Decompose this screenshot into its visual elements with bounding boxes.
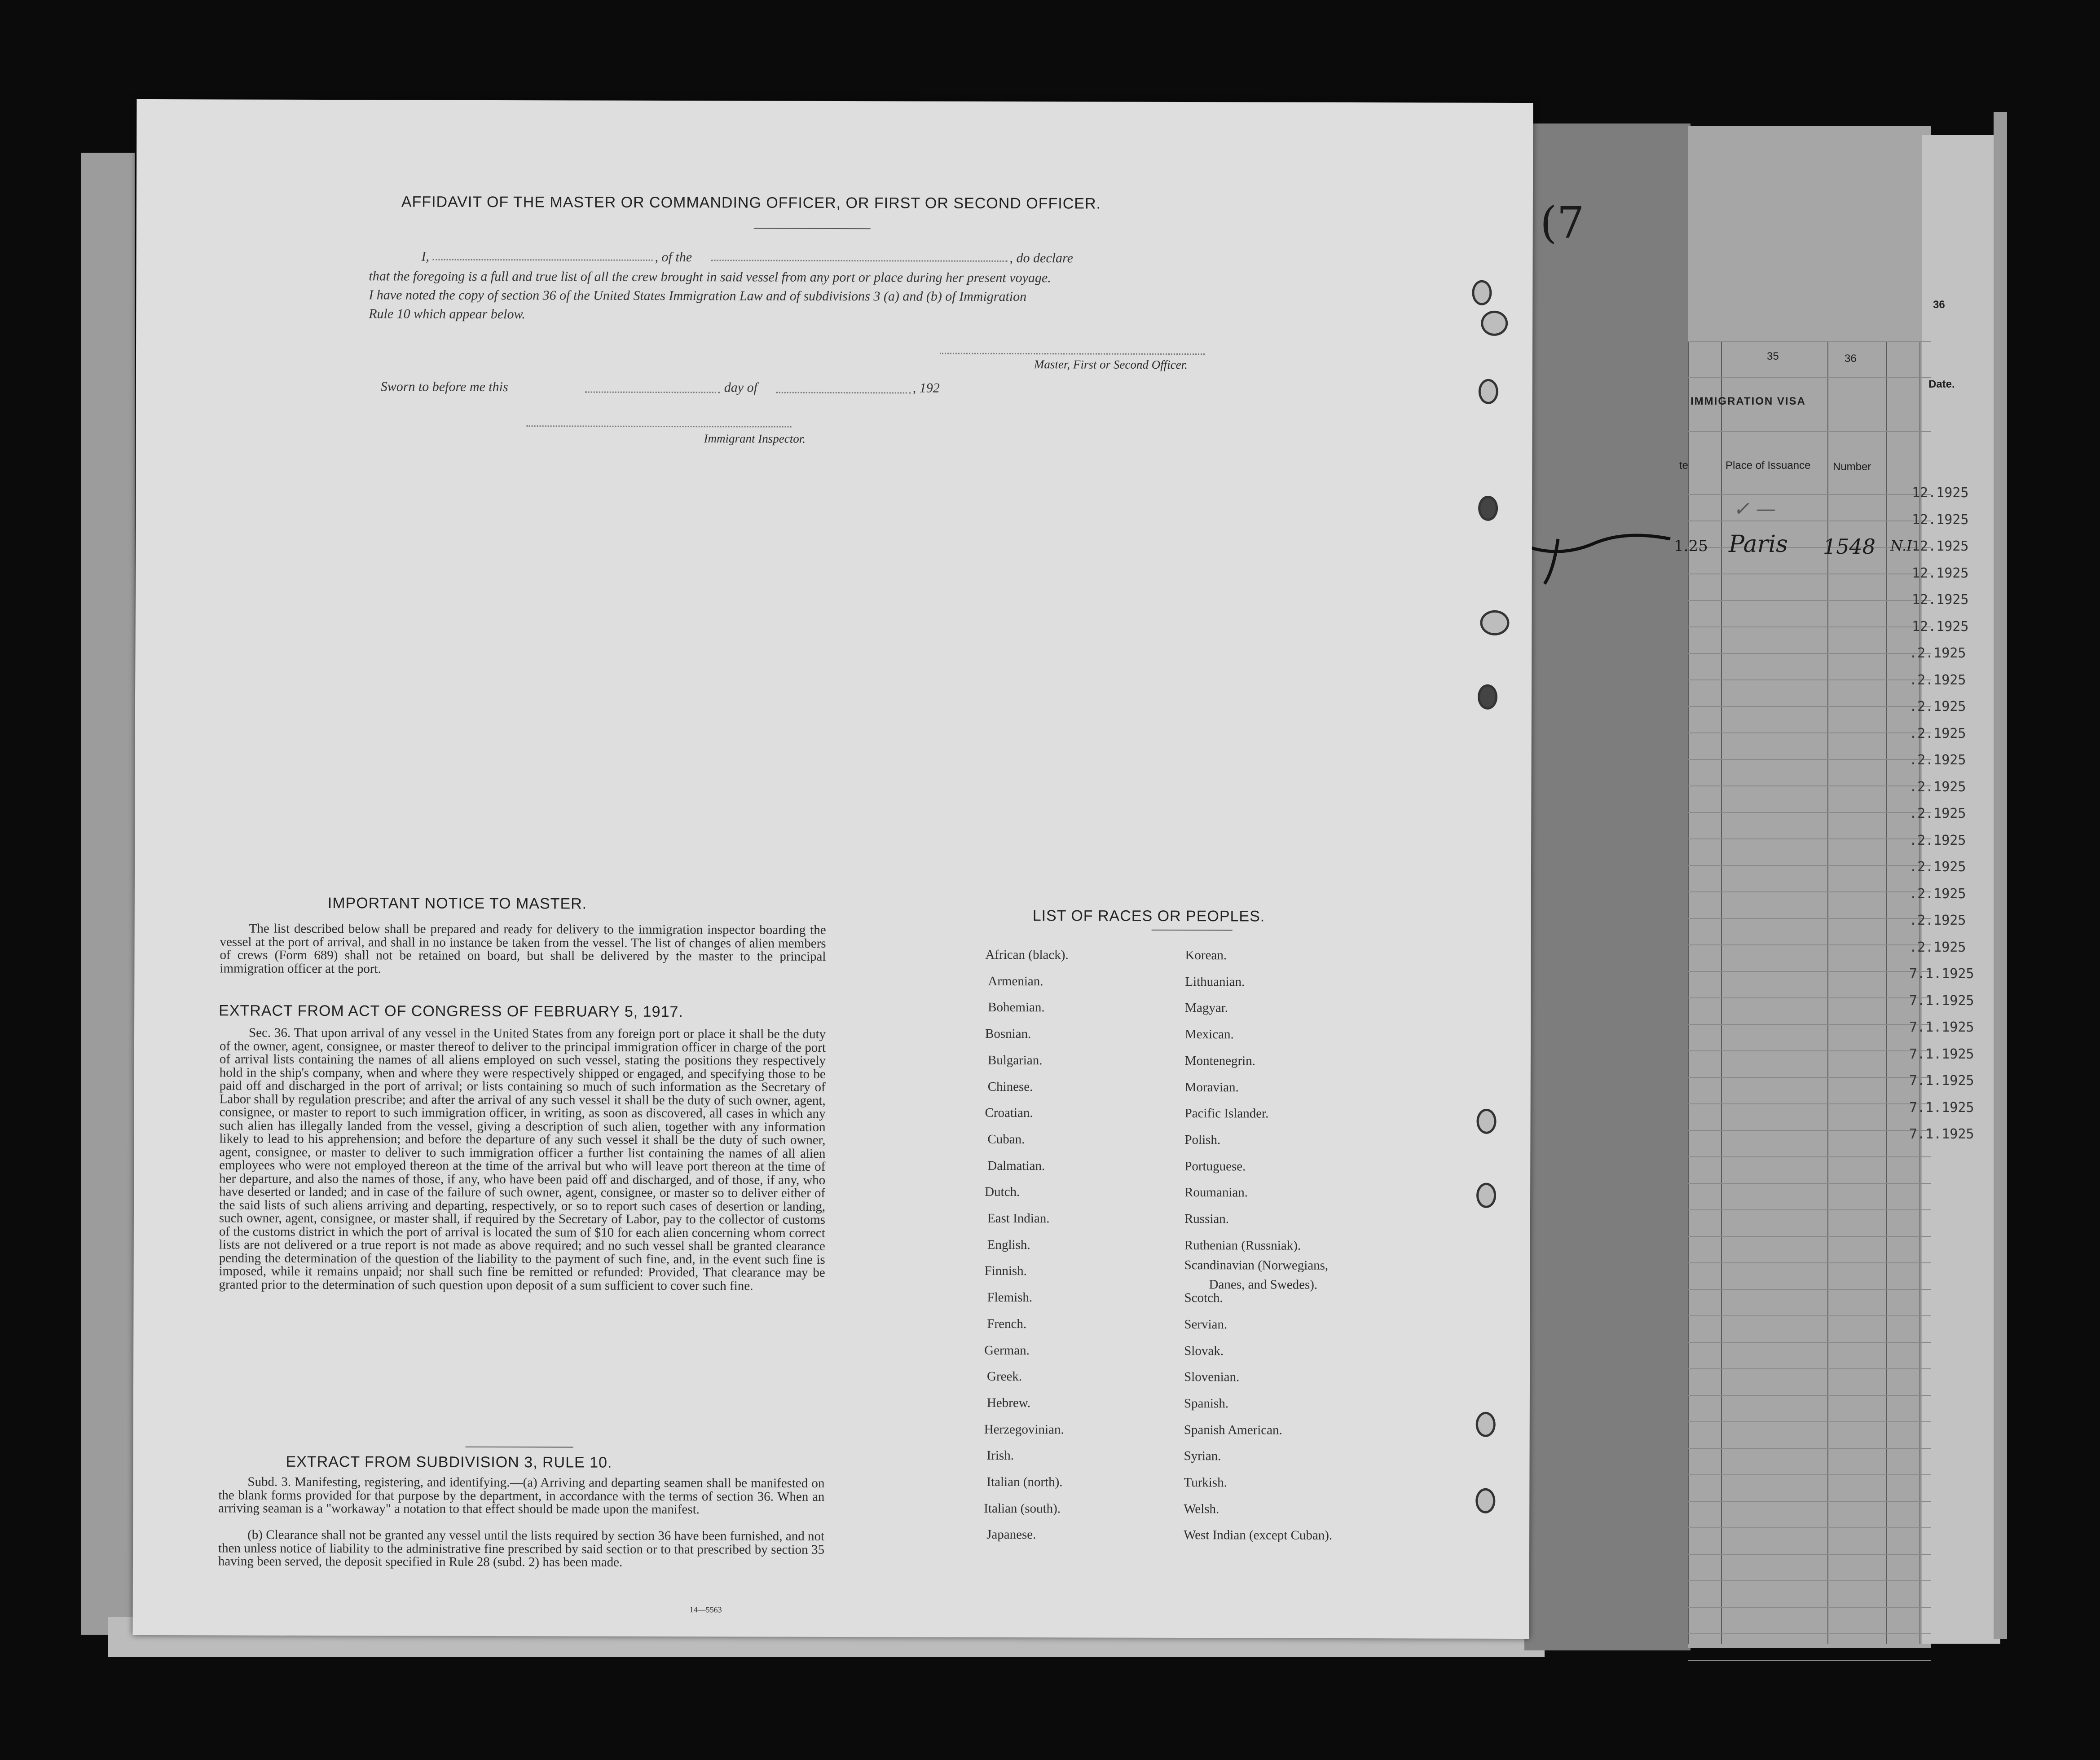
extract-rule-title: EXTRACT FROM SUBDIVISION 3, RULE 10. bbox=[286, 1453, 612, 1471]
grid-line bbox=[1688, 494, 1931, 495]
grid-line bbox=[1688, 1527, 1931, 1528]
grid-line bbox=[1688, 1368, 1931, 1369]
race-item: Japanese. bbox=[986, 1527, 1036, 1542]
grid-line bbox=[1688, 1315, 1931, 1316]
inspector-signature-label: Immigrant Inspector. bbox=[704, 432, 806, 446]
date-entry: 7.1.1925 bbox=[1909, 1046, 1974, 1062]
binder-hole bbox=[1478, 684, 1497, 710]
manifest-back-page bbox=[133, 99, 1533, 1639]
date-entry: .2.1925 bbox=[1909, 832, 1966, 848]
grid-line bbox=[1688, 573, 1931, 574]
race-item: German. bbox=[984, 1343, 1030, 1358]
grid-line bbox=[1688, 1289, 1931, 1290]
inspector-signature-line bbox=[527, 425, 792, 428]
date-entry: 12.1925 bbox=[1912, 592, 1969, 608]
date-entry: 7.1.1925 bbox=[1909, 1126, 1974, 1142]
visa-heading: IMMIGRATION VISA bbox=[1691, 395, 1806, 407]
race-item: Bulgarian. bbox=[987, 1053, 1043, 1068]
date-entry: 12.1925 bbox=[1912, 565, 1969, 581]
grid-line bbox=[1688, 1448, 1931, 1449]
race-item: Syrian. bbox=[1184, 1449, 1221, 1464]
visa-dash-mark: ✓ — bbox=[1733, 498, 1776, 521]
affidavit-line2: I have noted the copy of section 36 of the United States Immigration Law and of subdivisions 3 (a) and (b) of Immigration bbox=[369, 287, 1027, 304]
grid-line bbox=[1688, 1342, 1931, 1343]
grid-line bbox=[1688, 1209, 1931, 1210]
binder-hole bbox=[1480, 610, 1509, 635]
race-item: African (black). bbox=[985, 947, 1069, 962]
race-item: Danes, and Swedes). bbox=[1209, 1277, 1318, 1292]
visa-col-date: te bbox=[1679, 459, 1689, 472]
visa-col-place: Place of Issuance bbox=[1726, 459, 1811, 472]
date-entry: .2.1925 bbox=[1909, 859, 1966, 875]
pen-stroke bbox=[1527, 521, 1675, 593]
date-entry: .2.1925 bbox=[1909, 725, 1966, 741]
extract-rule-rule bbox=[466, 1447, 573, 1448]
date-entry: .2.1925 bbox=[1909, 913, 1966, 928]
race-item: Lithuanian. bbox=[1185, 974, 1245, 989]
notice-text: The list described below shall be prepared and ready for delivery to the immigration inspector boarding the vessel at the port of arrival, and shall in no instance be taken from the vessel. The list of changes of alien members of crews (Form 689) shall not be retained on board, but shall be delivered by the master to the principal immigration officer at the port. bbox=[220, 921, 826, 976]
date-entry: .2.1925 bbox=[1909, 645, 1966, 661]
date-entry: 7.1.1925 bbox=[1909, 1019, 1974, 1035]
grid-line bbox=[1688, 1183, 1931, 1184]
form-number: 14—5563 bbox=[689, 1605, 722, 1614]
master-signature-label: Master, First or Second Officer. bbox=[1034, 357, 1188, 372]
visa-entry-number: 1548 bbox=[1823, 534, 1876, 559]
grid-line bbox=[1688, 679, 1931, 680]
race-item: Ruthenian (Russniak). bbox=[1184, 1238, 1301, 1253]
visa-entry-note: N.I. bbox=[1890, 537, 1917, 554]
race-item: Portuguese. bbox=[1184, 1159, 1246, 1174]
date-entry: .2.1925 bbox=[1909, 752, 1966, 768]
race-item: Slovenian. bbox=[1184, 1370, 1240, 1385]
binder-hole bbox=[1472, 280, 1492, 305]
grid-line bbox=[1688, 971, 1931, 972]
races-title-rule bbox=[1152, 930, 1233, 931]
race-item: Bosnian. bbox=[985, 1026, 1031, 1041]
grid-line bbox=[1688, 1024, 1931, 1025]
date-entry: 12.1925 bbox=[1912, 512, 1969, 528]
sworn-day-of: day of bbox=[724, 380, 758, 395]
date-entry: .2.1925 bbox=[1909, 779, 1966, 795]
grid-line bbox=[1688, 759, 1931, 760]
extract-rule-text-b: (b) Clearance shall not be granted any vessel until the lists required by section 36 have been furnished, and not then unless notice of liability to the administrative fine prescribed by said section or to that prescribed by section 35 having been served, the deposit specified in Rule 28 (subd. 2) has been made. bbox=[218, 1527, 825, 1570]
visa-col-35: 35 bbox=[1767, 350, 1779, 362]
extract-act-text: Sec. 36. That upon arrival of any vessel in the United States from any foreign port or place it shall be the duty of the owner, agent, consignee, or master thereof to deliver to the principal immigration officer in charge of the port of arrival lists containing the names of all aliens employed on such vessel, stating the positions they respectively hold in the ship's company, when and where they were respectively shipped or engaged, and specifying those to be paid off and discharged in the port of arrival; or lists containing so much of such information as the Secretary of Labor shall by regulation prescribe; and after the arrival of any such vessel it shall be the duty of such owner, agent, consignee, or master to report to such immigration officer, in writing, as soon as discovered, all cases in which any such alien has illegally landed from the vessel, giving a description of such alien, together with any information likely to lead to his apprehension; and before the departure of any such vessel it shall be the duty of such owner, agent, consignee, or master to deliver to such immigration officer a further list containing the names of all alien employees who were not employed thereon at the time of the arrival but who will leave port thereon at the time of her departure, and also the names of those, if any, who have been paid off and discharged, and of those, if any, who have deserted or landed; and in case of the failure of such owner, agent, consignee, or master so to deliver either of the said lists of such aliens arriving and departing, respectively, or so to report such cases of desertion or landing, such owner, agent, consignee, or master shall, if required by the Secretary of Labor, pay to the collector of customs of the customs district in which the port of arrival is located the sum of $10 for each alien concerning whom correct lists are not delivered or a true report is not made as above required; and no such vessel shall be granted clearance pending the determination of the question of the liability to the payment of such fine, and, in the event such fine is imposed, while it remains unpaid; nor shall such fine be remitted or refunded: Provided, That clearance may be granted prior to the determination of such question upon deposit of a sum sufficient to cover such fine. bbox=[219, 1025, 826, 1293]
affidavit-of-the: , of the bbox=[655, 249, 692, 265]
race-item: Welsh. bbox=[1184, 1501, 1219, 1516]
extract-rule-text-a: Subd. 3. Manifesting, registering, and identifying.—(a) Arriving and departing seamen shall be manifested on the blank forms provided for that purpose by the department, in accordance with the terms of section 36. When an arriving seaman is a "workaway" a notation to that effect should be made upon the manifest. bbox=[218, 1474, 825, 1517]
sworn-year: , 192 bbox=[912, 380, 940, 396]
grid-line bbox=[1688, 600, 1931, 601]
grid-line bbox=[1688, 1554, 1931, 1555]
race-item: Irish. bbox=[986, 1448, 1014, 1463]
date-entry: .2.1925 bbox=[1909, 939, 1966, 955]
grid-line bbox=[1688, 891, 1931, 892]
date-col-36: 36 bbox=[1933, 299, 1945, 311]
grid-line bbox=[1688, 431, 1931, 432]
margin-mark: (7 bbox=[1540, 198, 1585, 248]
grid-line bbox=[1688, 341, 1931, 342]
affidavit-i: I, bbox=[421, 249, 430, 264]
affidavit-name-line bbox=[433, 259, 653, 261]
affidavit-line1: that the foregoing is a full and true list of all the crew brought in said vessel from any port or place during her present voyage. bbox=[369, 269, 1051, 286]
extract-act-title: EXTRACT FROM ACT OF CONGRESS OF FEBRUARY 5, 1917. bbox=[219, 1002, 683, 1021]
gray-folder-band bbox=[1524, 124, 1691, 1650]
race-item: Dalmatian. bbox=[987, 1158, 1045, 1173]
date-header: Date. bbox=[1928, 378, 1955, 390]
affidavit-do-declare: , do declare bbox=[1009, 251, 1073, 266]
grid-line bbox=[1688, 1421, 1931, 1422]
affidavit-title: AFFIDAVIT OF THE MASTER OR COMMANDING OFFICER, OR FIRST OR SECOND OFFICER. bbox=[401, 193, 1101, 212]
races-title: LIST OF RACES OR PEOPLES. bbox=[1032, 907, 1265, 925]
grid-line bbox=[1688, 1050, 1931, 1051]
race-item: Mexican. bbox=[1184, 1027, 1234, 1042]
date-entry: 7.1.1925 bbox=[1909, 1073, 1974, 1089]
grid-line bbox=[1688, 1236, 1931, 1237]
race-item: Turkish. bbox=[1184, 1475, 1227, 1490]
binder-hole bbox=[1481, 311, 1508, 336]
race-item: Montenegrin. bbox=[1184, 1053, 1255, 1068]
race-item: Spanish. bbox=[1184, 1396, 1229, 1411]
binder-hole bbox=[1476, 1183, 1496, 1208]
race-item: French. bbox=[987, 1316, 1027, 1331]
race-item: Roumanian. bbox=[1184, 1185, 1248, 1200]
race-item: Bohemian. bbox=[988, 1000, 1045, 1015]
grid-line bbox=[1688, 1607, 1931, 1608]
date-entry: .2.1925 bbox=[1909, 806, 1966, 821]
date-entry: 7.1.1925 bbox=[1909, 992, 1974, 1009]
race-item: Slovak. bbox=[1184, 1343, 1224, 1358]
race-item: Armenian. bbox=[988, 974, 1043, 988]
visa-sheet bbox=[1688, 126, 1931, 1648]
visa-entry-date: 1.25 bbox=[1674, 537, 1708, 555]
race-item: Scandinavian (Norwegians, bbox=[1184, 1258, 1329, 1273]
race-item: Spanish American. bbox=[1184, 1422, 1282, 1438]
grid-line bbox=[1688, 1077, 1931, 1078]
race-item: Herzegovinian. bbox=[984, 1422, 1064, 1437]
race-item: Russian. bbox=[1184, 1212, 1229, 1226]
date-entry: 7.1.1925 bbox=[1909, 1099, 1974, 1116]
race-item: Croatian. bbox=[985, 1106, 1033, 1120]
race-item: Finnish. bbox=[984, 1264, 1027, 1279]
race-item: Flemish. bbox=[987, 1290, 1033, 1305]
visa-col-number: Number bbox=[1833, 461, 1871, 473]
race-item: Pacific Islander. bbox=[1184, 1106, 1269, 1121]
far-right-sheet-edge bbox=[1994, 112, 2007, 1639]
date-entry: 12.1925 bbox=[1912, 485, 1969, 501]
date-entry: .2.1925 bbox=[1909, 699, 1966, 715]
visa-entry-place: Paris bbox=[1729, 531, 1788, 558]
date-entry: 12.1925 bbox=[1912, 618, 1969, 635]
grid-line bbox=[1688, 377, 1931, 378]
race-item: Greek. bbox=[987, 1369, 1022, 1384]
back-sheet bbox=[81, 153, 135, 1635]
grid-line bbox=[1688, 1501, 1931, 1502]
grid-line bbox=[1688, 1660, 1931, 1661]
grid-line bbox=[1688, 918, 1931, 919]
grid-line bbox=[1688, 626, 1931, 627]
race-item: Polish. bbox=[1184, 1132, 1221, 1147]
race-item: Italian (north). bbox=[986, 1474, 1063, 1490]
grid-line bbox=[1688, 706, 1931, 707]
sworn-day-line bbox=[585, 392, 720, 393]
race-item: Italian (south). bbox=[984, 1501, 1061, 1516]
grid-line bbox=[1688, 997, 1931, 998]
race-item: Dutch. bbox=[985, 1185, 1020, 1200]
race-item: Korean. bbox=[1185, 948, 1227, 963]
grid-line bbox=[1688, 838, 1931, 839]
date-entry: .2.1925 bbox=[1909, 886, 1966, 902]
grid-line bbox=[1688, 1130, 1931, 1131]
master-signature-line bbox=[940, 353, 1205, 355]
affidavit-title-rule bbox=[754, 228, 871, 229]
binder-hole bbox=[1478, 496, 1498, 521]
grid-line bbox=[1688, 1633, 1931, 1634]
race-item: Magyar. bbox=[1185, 1001, 1228, 1015]
grid-line bbox=[1688, 1474, 1931, 1475]
binder-hole bbox=[1476, 1109, 1496, 1134]
race-item: Servian. bbox=[1184, 1317, 1228, 1332]
affidavit-line3: Rule 10 which appear below. bbox=[369, 306, 525, 322]
grid-line bbox=[1688, 865, 1931, 866]
race-item: Chinese. bbox=[987, 1079, 1033, 1094]
date-entry: 12.1925 bbox=[1912, 538, 1969, 554]
race-item: West Indian (except Cuban). bbox=[1184, 1528, 1333, 1543]
affidavit-vessel-line bbox=[711, 260, 1008, 262]
grid-line bbox=[1688, 1262, 1931, 1263]
race-item: East Indian. bbox=[987, 1211, 1050, 1226]
sworn-label: Sworn to before me this bbox=[380, 379, 508, 395]
race-item: English. bbox=[987, 1237, 1030, 1252]
binder-hole bbox=[1479, 379, 1498, 404]
grid-line bbox=[1688, 944, 1931, 945]
visa-col-36: 36 bbox=[1845, 353, 1857, 365]
grid-line bbox=[1688, 653, 1931, 654]
race-item: Scotch. bbox=[1184, 1291, 1223, 1306]
sworn-month-line bbox=[776, 392, 911, 394]
binder-hole bbox=[1475, 1488, 1495, 1513]
date-entry: .2.1925 bbox=[1909, 672, 1966, 688]
grid-line bbox=[1688, 1103, 1931, 1104]
race-item: Moravian. bbox=[1184, 1080, 1239, 1094]
grid-line bbox=[1688, 1156, 1931, 1157]
grid-line bbox=[1688, 732, 1931, 733]
grid-line bbox=[1688, 1395, 1931, 1396]
race-item: Hebrew. bbox=[986, 1395, 1031, 1411]
grid-line bbox=[1688, 785, 1931, 786]
race-item: Cuban. bbox=[987, 1132, 1025, 1147]
binder-hole bbox=[1476, 1412, 1496, 1437]
grid-line bbox=[1688, 812, 1931, 813]
grid-line bbox=[1688, 1580, 1931, 1581]
notice-title: IMPORTANT NOTICE TO MASTER. bbox=[327, 895, 587, 913]
date-entry: 7.1.1925 bbox=[1909, 966, 1974, 982]
